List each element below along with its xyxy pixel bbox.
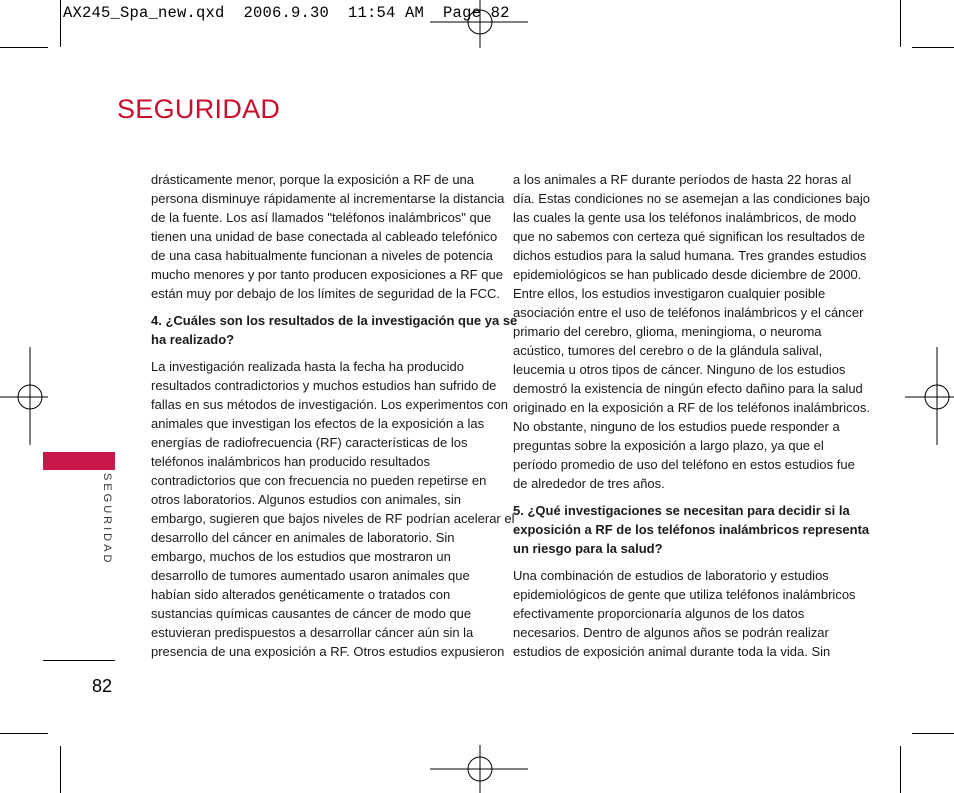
crop-mark: [912, 733, 954, 734]
text-line: otros laboratorios. Algunos estudios con animales, sin: [151, 492, 462, 507]
page-title: SEGURIDAD: [117, 94, 281, 124]
section-tab: [43, 452, 115, 470]
text-line: dichos estudios para la salud humana. Tres grandes estudios: [513, 248, 867, 263]
left-column: [151, 170, 518, 669]
text-line: No obstante, ninguno de los estudios puede responder a: [513, 419, 840, 434]
text-line: Entre ellos, los estudios investigaron cualquier posible: [513, 286, 826, 301]
text-line: período promedio de uso del teléfono en estos estudios fue: [513, 457, 855, 472]
text-line: 4. ¿Cuáles son los resultados de la investigación que ya se: [151, 313, 518, 328]
paragraph: [513, 566, 856, 661]
text-line: La investigación realizada hasta la fecha ha producido: [151, 359, 464, 374]
text-line: sustancias químicas causantes de cáncer de modo que: [151, 606, 472, 621]
text-line: mucho menores y por tanto producen exposiciones a RF que: [151, 267, 503, 282]
file-slug: AX245_Spa_new.qxd 2006.9.30 11:54 AM Page 82: [63, 4, 510, 22]
text-line: tienen una unidad de base conectada al cableado telefónico: [151, 229, 498, 244]
text-line: drásticamente menor, porque la exposición a RF de una: [151, 172, 475, 187]
text-line: que no sabemos con certeza qué significan los resultados de: [513, 229, 865, 244]
right-column: [513, 170, 870, 669]
crop-mark: [900, 746, 901, 793]
text-line: día. Estas condiciones no se asemejan a las condiciones bajo: [513, 191, 870, 206]
paragraph: [151, 357, 515, 661]
text-line: contradictorios que con frecuencia no pueden repetirse en: [151, 473, 487, 488]
text-line: acústico, tumores del cerebro o de la glándula salival,: [513, 343, 823, 358]
crop-mark: [900, 0, 901, 47]
text-line: estudios de exposición animal durante toda la vida. Sin: [513, 644, 831, 659]
footer-rule: [43, 660, 115, 661]
text-line: embargo, muchos de los estudios que mostraron un: [151, 549, 451, 564]
text-line: leucemia u otros tipos de cáncer. Ninguno de los estudios: [513, 362, 846, 377]
text-line: embargo, sugieren que bajos niveles de RF podrían acelerar el: [151, 511, 515, 526]
question-heading-5: [513, 501, 870, 558]
text-line: preguntas sobre la exposición a largo plazo, ya que el: [513, 438, 824, 453]
section-side-label: SEGURIDAD: [101, 473, 113, 566]
registration-mark-right: [905, 345, 954, 445]
text-line: teléfonos inalámbricos han producido resultados: [151, 454, 430, 469]
crop-mark: [0, 733, 48, 734]
text-line: desarrollo de tumores aumentado usaron animales que: [151, 568, 470, 583]
registration-mark-bottom: [430, 745, 530, 793]
text-line: de una casa habitualmente funcionan a niveles de potencia: [151, 248, 493, 263]
text-line: ha realizado?: [151, 332, 235, 347]
text-line: un riesgo para la salud?: [513, 541, 663, 556]
text-line: necesarios. Dentro de algunos años se podrán realizar: [513, 625, 829, 640]
text-line: estuvieran predispuestos a desarrollar cáncer aún sin la: [151, 625, 474, 640]
text-line: persona disminuye rápidamente al incrementarse la distancia: [151, 191, 505, 206]
text-line: las cuales la gente usa los teléfonos inalámbricos, de modo: [513, 210, 857, 225]
text-line: 5. ¿Qué investigaciones se necesitan para decidir si la: [513, 503, 850, 518]
text-line: presencia de una exposición a RF. Otros estudios expusieron: [151, 644, 505, 659]
text-line: fallas en sus métodos de investigación. Los experimentos con: [151, 397, 508, 412]
text-line: Una combinación de estudios de laboratorio y estudios: [513, 568, 829, 583]
crop-mark: [60, 746, 61, 793]
page-number: 82: [92, 676, 113, 696]
crop-mark: [912, 47, 954, 48]
text-line: a los animales a RF durante períodos de hasta 22 horas al: [513, 172, 852, 187]
text-line: originado en la exposición a RF de los teléfonos inalámbricos.: [513, 400, 870, 415]
text-line: de la fuente. Los así llamados "teléfonos inalámbricos" que: [151, 210, 492, 225]
text-line: habían sido alterados genéticamente o tratados con: [151, 587, 451, 602]
paragraph: [151, 170, 505, 303]
text-line: energías de radiofrecuencia (RF) características de los: [151, 435, 468, 450]
text-line: demostró la existencia de ningún efecto dañino para la salud: [513, 381, 863, 396]
text-line: epidemiológicos se han publicado desde diciembre de 2000.: [513, 267, 862, 282]
paragraph: [513, 170, 870, 493]
text-line: primario del cerebro, glioma, meningioma, o neuroma: [513, 324, 822, 339]
text-line: resultados contradictorios y muchos estudios han sufrido de: [151, 378, 497, 393]
text-line: están muy por debajo de los límites de seguridad de la FCC.: [151, 286, 501, 301]
registration-mark-left: [0, 345, 50, 445]
crop-mark: [60, 0, 61, 47]
crop-mark: [0, 47, 48, 48]
text-line: de alrededor de tres años.: [513, 476, 665, 491]
text-line: efectivamente proporcionaría algunos de los datos: [513, 606, 805, 621]
text-line: desarrollo del cáncer en animales de laboratorio. Sin: [151, 530, 455, 545]
text-line: epidemiológicos de gente que utiliza teléfonos inalámbricos: [513, 587, 856, 602]
text-line: animales que investigan los efectos de la exposición a las: [151, 416, 485, 431]
text-line: asociación entre el uso de teléfonos inalámbricos y el cáncer: [513, 305, 864, 320]
text-line: exposición a RF de los teléfonos inalámbricos representa: [513, 522, 870, 537]
question-heading-4: [151, 311, 518, 349]
